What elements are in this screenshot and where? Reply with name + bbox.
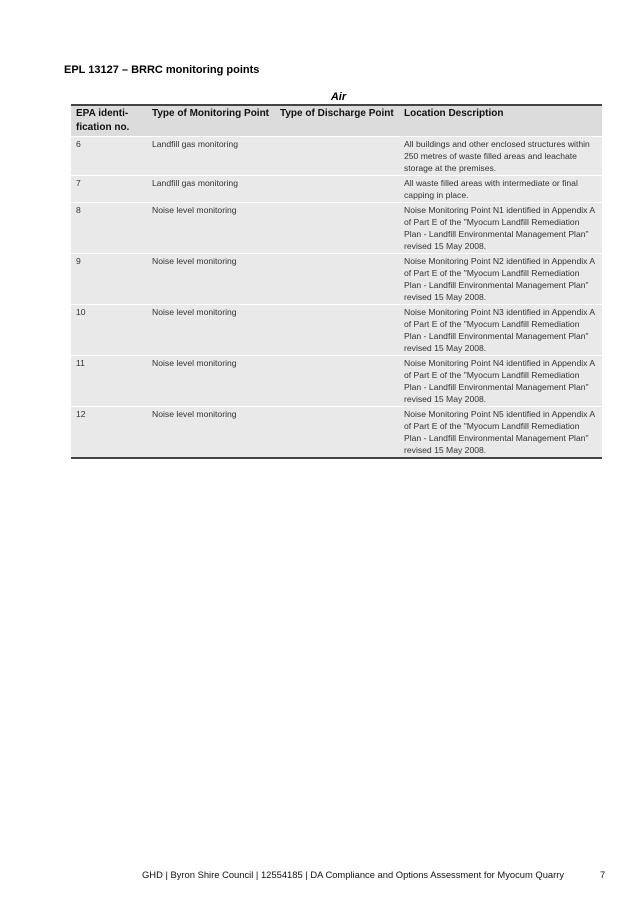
cell-monitoring-type: Noise level monitoring: [148, 203, 276, 254]
header-epa-id: EPA identi- fication no.: [71, 105, 148, 137]
cell-epa-id: 9: [71, 254, 148, 305]
page-number: 7: [600, 869, 606, 880]
table-row: [71, 407, 602, 459]
cell-epa-id: 11: [71, 356, 148, 407]
cell-monitoring-type: Noise level monitoring: [148, 407, 276, 459]
cell-discharge-type: [276, 305, 400, 356]
cell-location: Noise Monitoring Point N3 identified in Appendix A of Part E of the "Myocum Landfill Remediation Plan - Landfill Environmental Management Plan" revised 15 May 2008.: [400, 305, 602, 356]
header-location: Location Description: [400, 105, 602, 137]
cell-location: Noise Monitoring Point N4 identified in Appendix A of Part E of the "Myocum Landfill Remediation Plan - Landfill Environmental Management Plan" revised 15 May 2008.: [400, 356, 602, 407]
table-row: [71, 254, 602, 305]
cell-discharge-type: [276, 407, 400, 459]
table-header-row: [71, 105, 602, 137]
section-heading: EPL 13127 – BRRC monitoring points: [64, 64, 260, 76]
cell-monitoring-type: Noise level monitoring: [148, 356, 276, 407]
monitoring-points-table-container: [71, 90, 602, 459]
cell-discharge-type: [276, 254, 400, 305]
cell-discharge-type: [276, 356, 400, 407]
cell-monitoring-type: Noise level monitoring: [148, 305, 276, 356]
cell-epa-id: 12: [71, 407, 148, 459]
page-footer: GHD | Byron Shire Council | 12554185 | DA Compliance and Options Assessment for Myocum Quarry: [142, 869, 565, 880]
header-discharge-type: Type of Discharge Point: [276, 105, 400, 137]
monitoring-points-table: [71, 104, 602, 459]
header-monitoring-type: Type of Monitoring Point: [148, 105, 276, 137]
cell-epa-id: 7: [71, 176, 148, 203]
table-row: [71, 305, 602, 356]
table-row: [71, 356, 602, 407]
cell-monitoring-type: Landfill gas monitoring: [148, 176, 276, 203]
table-row: [71, 203, 602, 254]
cell-discharge-type: [276, 203, 400, 254]
cell-discharge-type: [276, 176, 400, 203]
table-row: [71, 137, 602, 176]
cell-epa-id: 10: [71, 305, 148, 356]
cell-epa-id: 8: [71, 203, 148, 254]
table-row: [71, 176, 602, 203]
cell-monitoring-type: Noise level monitoring: [148, 254, 276, 305]
table-caption: Air: [330, 91, 347, 103]
cell-location: Noise Monitoring Point N2 identified in Appendix A of Part E of the "Myocum Landfill Remediation Plan - Landfill Environmental Management Plan" revised 15 May 2008.: [400, 254, 602, 305]
cell-epa-id: 6: [71, 137, 148, 176]
cell-monitoring-type: Landfill gas monitoring: [148, 137, 276, 176]
cell-location: Noise Monitoring Point N1 identified in Appendix A of Part E of the "Myocum Landfill Remediation Plan - Landfill Environmental Management Plan" revised 15 May 2008.: [400, 203, 602, 254]
cell-location: All buildings and other enclosed structures within 250 metres of waste filled areas and leachate storage at the premises.: [400, 137, 602, 176]
cell-location: Noise Monitoring Point N5 identified in Appendix A of Part E of the "Myocum Landfill Remediation Plan - Landfill Environmental Management Plan" revised 15 May 2008.: [400, 407, 602, 459]
cell-discharge-type: [276, 137, 400, 176]
cell-location: All waste filled areas with intermediate or final capping in place.: [400, 176, 602, 203]
